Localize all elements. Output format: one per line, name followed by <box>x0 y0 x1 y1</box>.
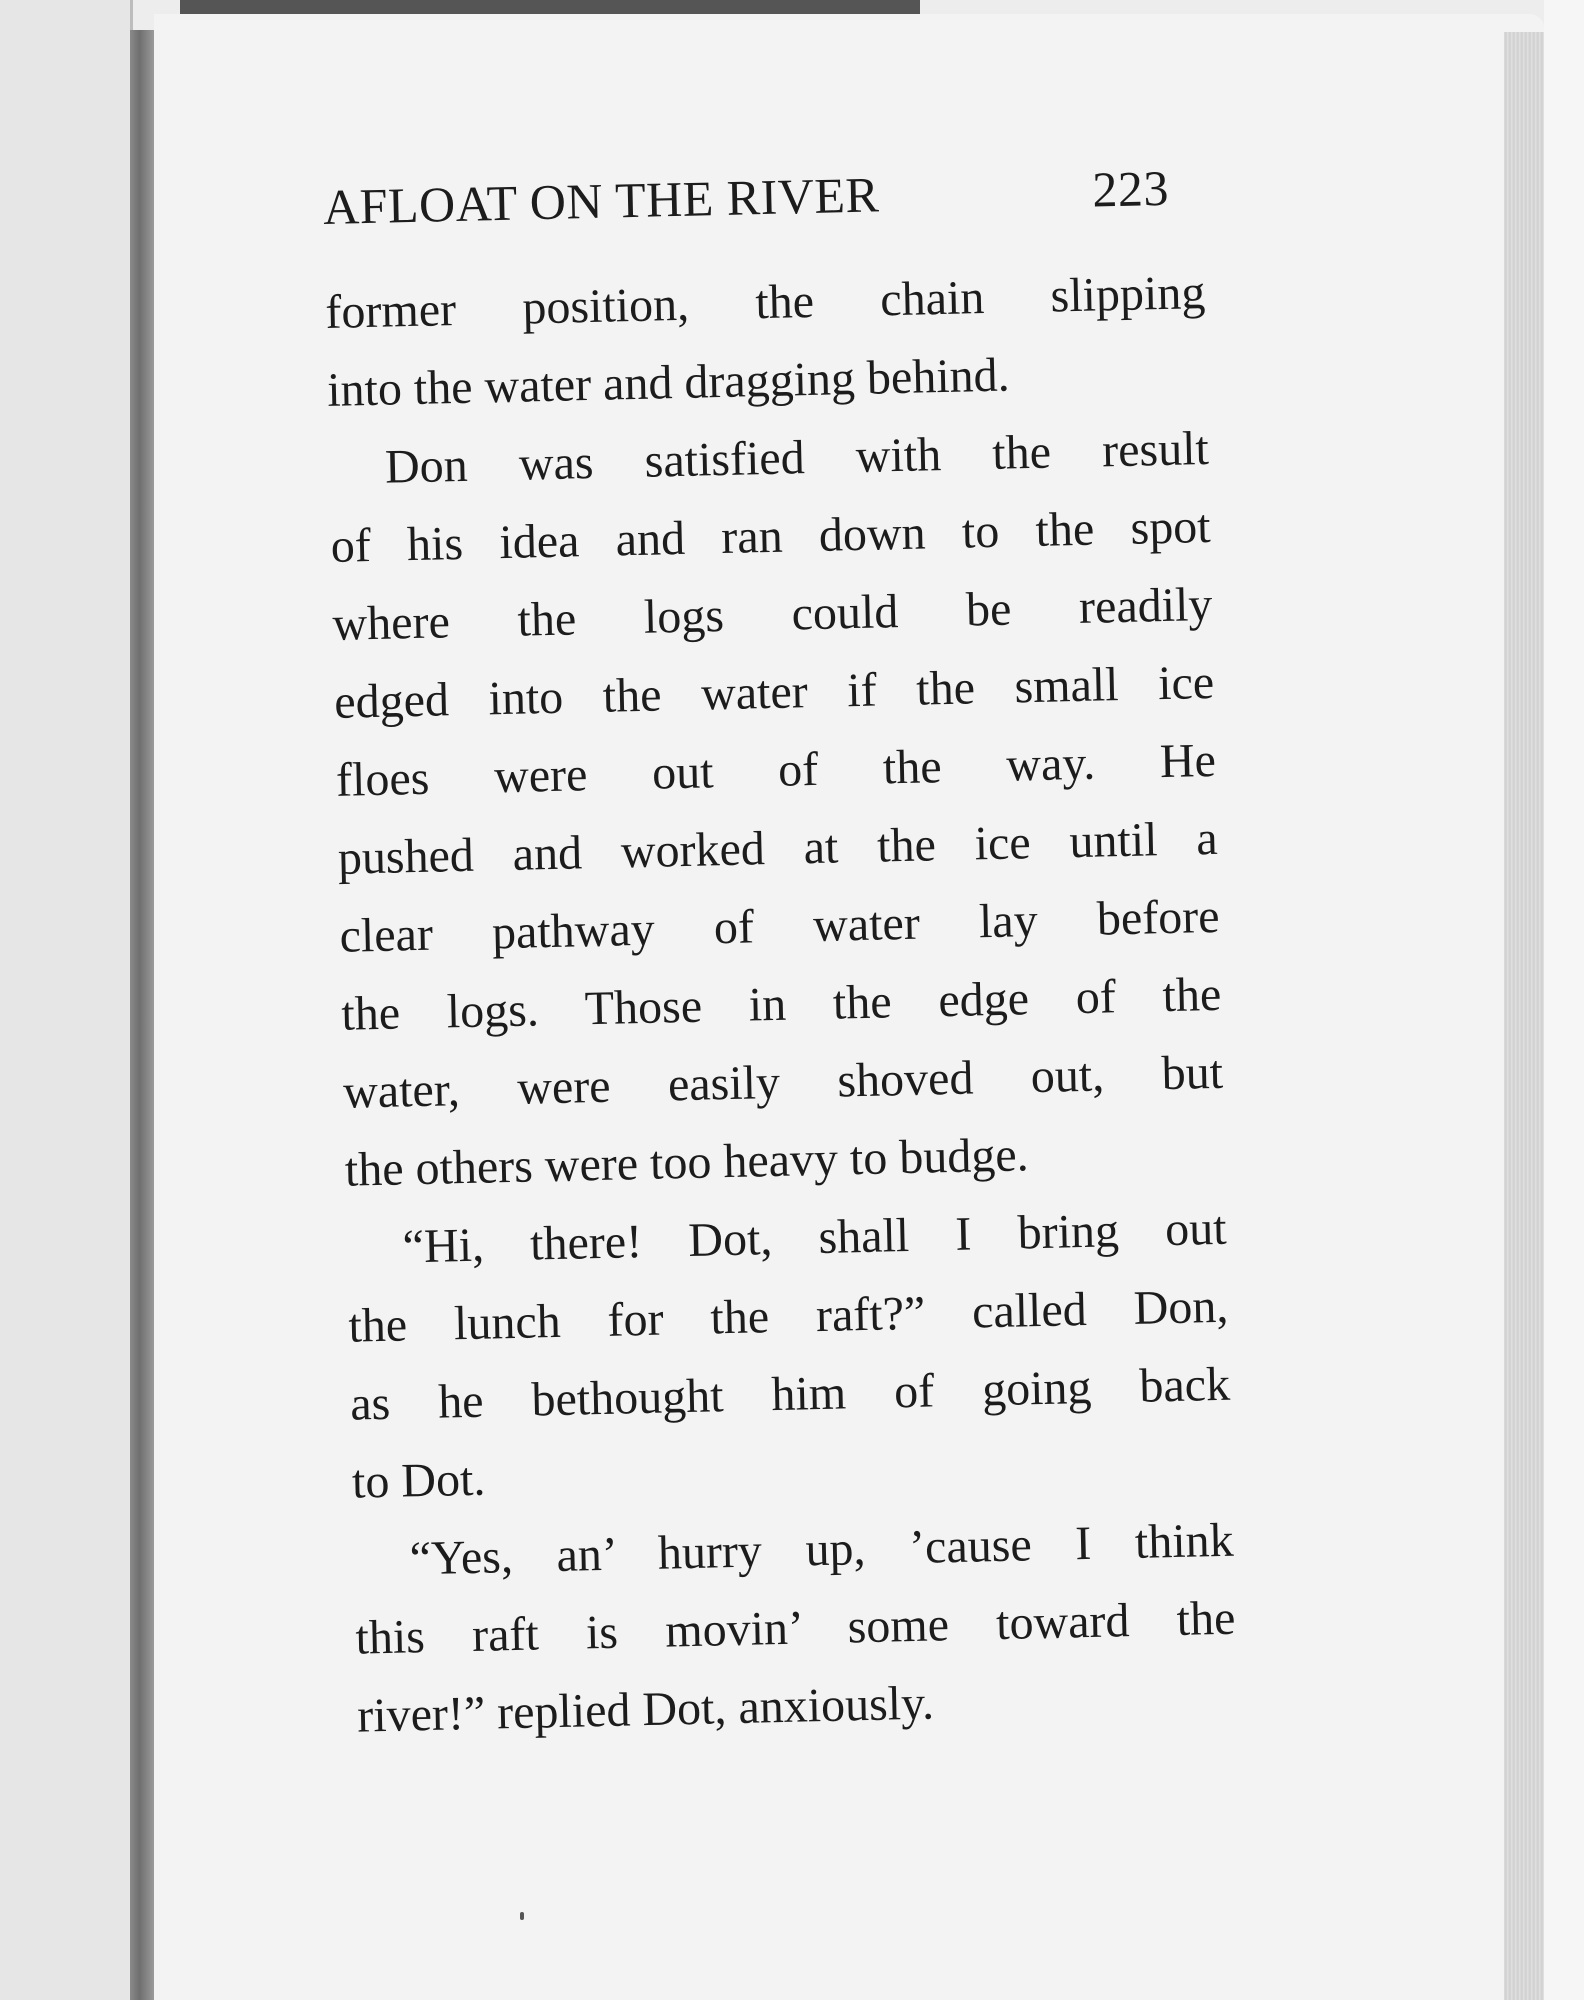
text-line: the logs. Those in the edge of the <box>340 967 1222 1041</box>
scan-right-margin <box>1544 0 1584 2000</box>
paragraph-4 <box>353 1502 1238 1756</box>
text-line: former position, the chain slipping <box>324 266 1206 339</box>
paragraph-3 <box>346 1190 1233 1522</box>
text-line: floes were out of the way. He <box>335 733 1217 807</box>
text-line: pushed and worked at the ice until a <box>337 811 1219 885</box>
page-number: 223 <box>1091 159 1170 218</box>
paragraph-1 <box>325 254 1208 430</box>
print-speck <box>520 1912 524 1920</box>
text-line: the others were too heavy to budge. <box>344 1128 1030 1197</box>
text-line: where the logs could be readily <box>331 577 1213 651</box>
text-line: “Yes, an’ hurry up, ’cause I think <box>409 1513 1235 1586</box>
text-line: river!” replied Dot, anxiously. <box>356 1676 935 1743</box>
scan-top-strip <box>180 0 920 14</box>
text-line: edged into the water if the small ice <box>333 655 1215 729</box>
text-line: clear pathway of water lay before <box>339 889 1220 963</box>
text-line: water, were easily shoved out, but <box>342 1045 1224 1119</box>
text-line: to Dot. <box>351 1452 486 1509</box>
paragraph-2 <box>328 410 1225 1210</box>
text-line: Don was satisfied with the result <box>384 421 1210 494</box>
binding-gutter <box>130 30 154 2000</box>
facing-page <box>0 0 133 2000</box>
body-text <box>325 254 1238 1756</box>
running-title: AFLOAT ON THE RIVER <box>322 166 880 235</box>
text-line: “Hi, there! Dot, shall I bring out <box>402 1201 1228 1274</box>
page-text-block <box>322 140 1238 1756</box>
text-line: into the water and dragging behind. <box>326 348 1011 417</box>
text-line: as he bethought him of going back <box>349 1357 1231 1431</box>
text-line: the lunch for the raft?” called Don, <box>347 1279 1229 1353</box>
text-line: this raft is movin’ some toward the <box>354 1591 1236 1665</box>
page-fore-edge <box>1504 32 1544 2000</box>
text-line: of his idea and ran down to the spot <box>330 499 1212 573</box>
